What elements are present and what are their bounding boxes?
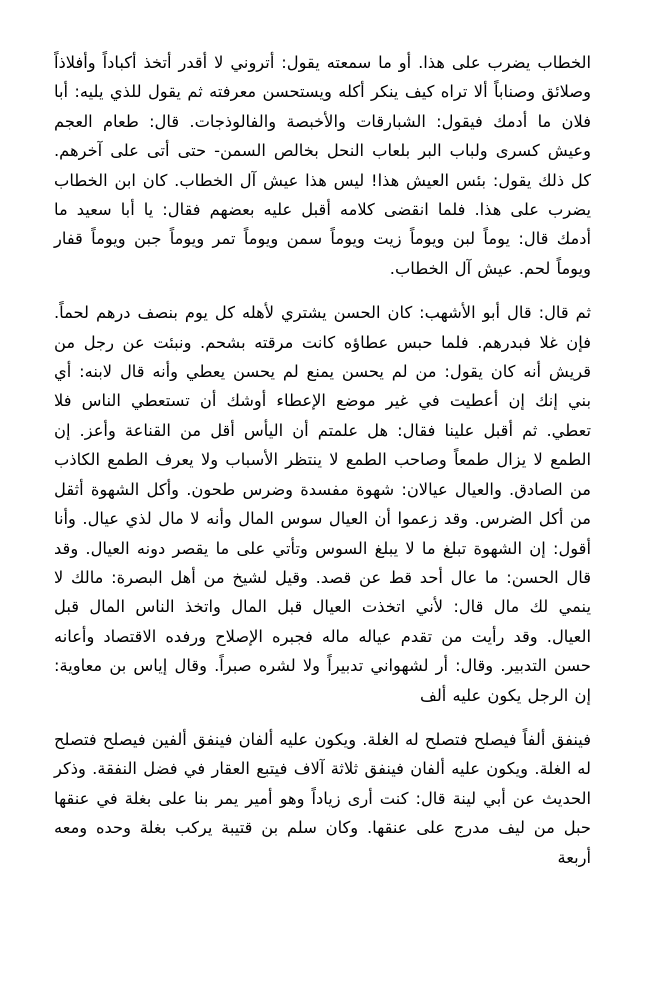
paragraph-1: الخطاب يضرب على هذا. أو ما سمعته يقول: أتروني لا أقدر أتخذ أكباداً وأفلاذاً وصلائق وصناباً ألا تراه كيف ينكر أكله ويستحسن معرفته ثم يقول للذي يليه: أبا فلان ما أدمك فيقول: الشبارقات والأخبصة والفالوذجات. قال: طعام العجم وعيش كسرى ولباب البر بلعاب النحل بخالص السمن- حتى أتى على آخرهم. كل ذلك يقول: بئس العيش هذا! ليس هذا عيش آل الخطاب. كان ابن الخطاب يضرب على هذا. فلما انقضى كلامه أقبل عليه بعضهم فقال: يا أبا سعيد ما أدمك قال: يوماً لبن ويوماً زيت ويوماً سمن ويوماً تمر ويوماً جبن ويوماً قفار ويوماً لحم. عيش آل الخطاب. — [54, 53, 591, 278]
paragraph-2: ثم قال: قال أبو الأشهب: كان الحسن يشتري لأهله كل يوم بنصف درهم لحماً. فإن غلا فبدرهم. فلما حبس عطاؤه كانت مرقته بشحم. ونبئت عن رجل من قريش أنه كان يقول: من لم يحسن يمنع لم يحسن يعطي وأنه قال لابنه: أي بني إنك إن أعطيت في غير موضع الإعطاء أوشك أن تستعطي الناس فلا تعطي. ثم أقبل علينا فقال: هل علمتم أن اليأس أقل من القناعة وأعز. إن الطمع لا يزال طمعاً وصاحب الطمع لا ينتظر الأسباب ولا يعرف الطمع الكاذب من الصادق. والعيال عيالان: شهوة مفسدة وضرس طحون. وأكل الشهوة أثقل من أكل الضرس. وقد زعموا أن العيال سوس المال وأنه لا مال لذي عيال. وأنا أقول: إن الشهوة تبلغ ما لا يبلغ السوس وتأتي على ما يقصر دونه العيال. وقد قال الحسن: ما عال أحد قط عن قصد. وقيل لشيخ من أهل البصرة: مالك لا ينمي لك مال قال: لأني اتخذت العيال قبل المال واتخذ الناس المال قبل العيال. وقد رأيت من تقدم عياله ماله فجبره الإصلاح ورفده الاقتصاد وأعانه حسن التدبير. وقال: أر لشهواني تدبيراً ولا لشره صبراً. وقال إياس بن معاوية: إن الرجل يكون عليه ألف — [54, 303, 591, 705]
paragraph-3: فينفق ألفاً فيصلح فتصلح له الغلة. ويكون عليه ألفان فينفق ألفين فيصلح فتصلح له الغلة. ويكون عليه ألفان فينفق ثلاثة آلاف فيتبع العقار في فضل النفقة. وذكر الحديث عن أبي لينة قال: كنت أرى زياداً وهو أمير يمر بنا على بغلة في عنقها حبل من ليف مدرج على عنقها. وكان سلم بن قتيبة يركب بغلة وحده ومعه أربعة — [54, 729, 591, 867]
document-page — [54, 48, 591, 872]
